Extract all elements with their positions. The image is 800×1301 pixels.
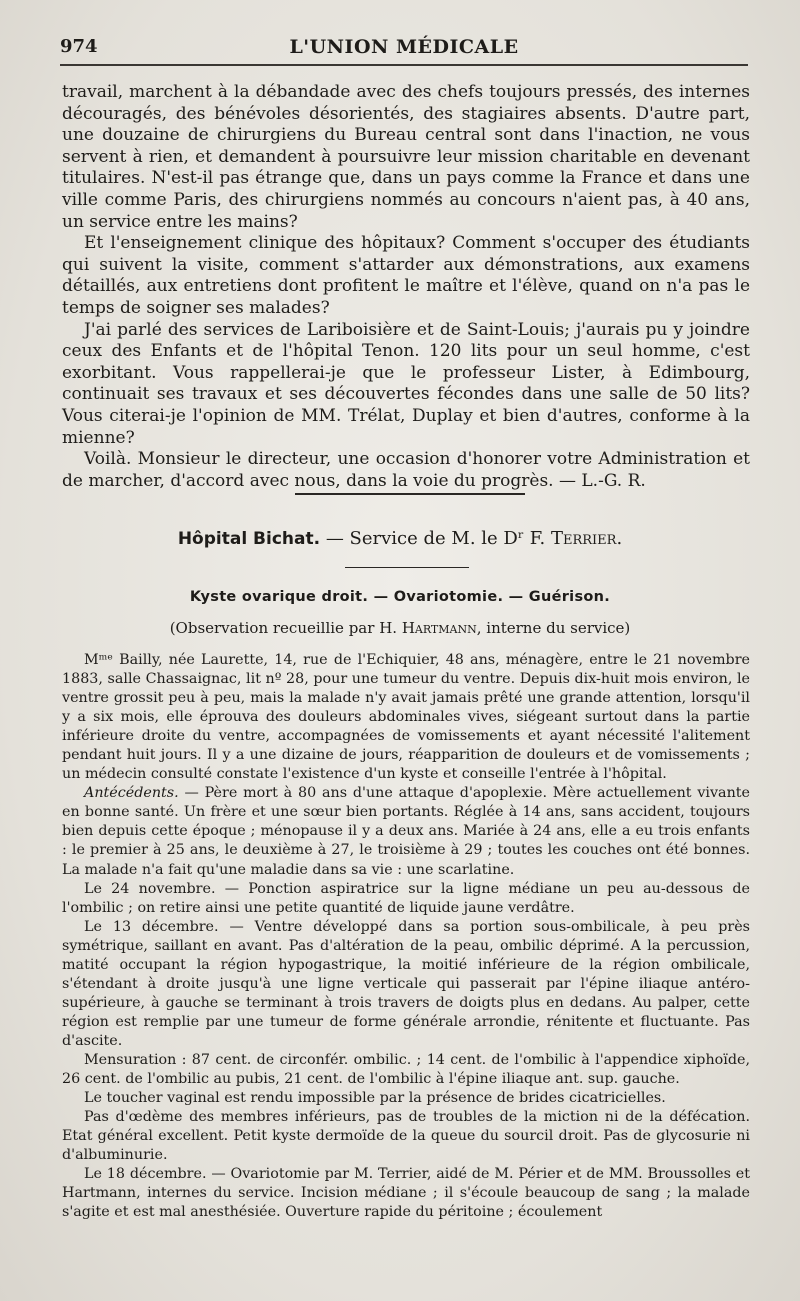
paragraph: Le 13 décembre. — Ventre développé dans sa portion sous-ombilicale, à peu près symétrique, saillant en avant. Pas d'altération de la peau, ombilic déprimé. A la percussion, matité occupant la région hypogastrique, la moitié inférieure de la région ombilicale, s'étendant à droite jusqu'à une ligne verticale qui passerait par l'épine iliaque antéro-supérieure, à gauche se terminant à trois travers de doigts plus en dedans. Au palper, cette région est remplie par une tumeur de forme générale arrondie, rénitente et fluctuante. Pas d'ascite. <box>62 918 750 1049</box>
paragraph: J'ai parlé des services de Lariboisière et de Saint-Louis; j'aurais pu y joindre ceux des Enfants et de l'hôpital Tenon. 120 lits pour un seul homme, c'est exorbitant. Vous rappellerai-je que le professeur Lister, à Edimbourg, continuait ses travaux et ses découvertes fécondes dans une salle de 50 lits? Vous citerai-je l'opinion de MM. Trélat, Duplay et bien d'autres, conforme à la mienne? <box>62 319 750 448</box>
paragraph-signature: Voilà. Monsieur le directeur, une occasion d'honorer votre Administration et de marcher, d'accord avec nous, dans la voie du progrès. — L.-G. R. <box>62 449 750 491</box>
page-number: 974 <box>60 36 98 57</box>
paragraph: Le 24 novembre. — Ponction aspiratrice sur la ligne médiane un peu au-dessous de l'ombilic ; on retire ainsi une petite quantité de liquide jaune verdâtre. <box>62 880 750 916</box>
paragraph: Le 18 décembre. — Ovariotomie par M. Terrier, aidé de M. Périer et de MM. Broussolles et Hartmann, internes du service. Incision médiane ; il s'écoule beaucoup de sang ; la malade s'agite et est mal anesthésiée. Ouverture rapide du péritoine ; écoulement <box>62 1166 750 1221</box>
antecedents-label: Antécédents. <box>84 785 179 802</box>
section-heading <box>0 528 800 549</box>
hospital-name: Hôpital Bichat. <box>177 529 321 549</box>
patient-title: Mᵐᵉ <box>84 652 113 668</box>
credit-prefix: (Observation recueillie par H. <box>169 619 402 637</box>
paragraph-text: — Père mort à 80 ans d'une attaque d'apoplexie. Mère actuellement vivante en bonne santé. Un frère et une sœur bien portants. Réglée à 14 ans, sans accident, toujours bien depuis cette époque ; ménopause il y a deux ans. Mariée à 24 ans, elle a eu trois enfants : le premier à 25 ans, le deuxième à 27, le troisième à 29 ; toutes les couches ont été bonnes. La malade n'a fait qu'une maladie dans sa vie : une scarlatine. <box>62 785 750 878</box>
paragraph <box>62 784 750 879</box>
paragraph: Le toucher vaginal est rendu impossible par la présence de brides cicatricielles. <box>84 1090 666 1107</box>
letter-conclusion <box>62 82 750 492</box>
observation-credit <box>0 619 800 637</box>
credit-author: Hartmann <box>401 619 477 637</box>
service-text: — Service de M. le Dʳ F. <box>320 528 551 549</box>
paragraph <box>62 651 750 784</box>
section-divider <box>295 493 525 495</box>
journal-title: L'UNION MÉDICALE <box>289 36 519 58</box>
paragraph: Et l'enseignement clinique des hôpitaux? Comment s'occuper des étudiants qui suivent la visite, comment s'attarder aux démonstrations, aux examens détaillés, aux entretiens dont profitent le maître et l'élève, quand on n'a pas le temps de soigner ses malades? <box>62 233 750 318</box>
surgeon-name: Terrier. <box>550 528 623 549</box>
case-observation <box>62 651 750 1222</box>
paragraph: Mensuration : 87 cent. de circonfér. ombilic. ; 14 cent. de l'ombilic à l'appendice xiphoïde, 26 cent. de l'ombilic au pubis, 21 cent. de l'ombilic à l'épine iliaque ant. sup. gauche. <box>62 1051 750 1088</box>
credit-suffix: , interne du service) <box>476 619 631 637</box>
heading-underline <box>345 567 469 568</box>
paragraph: Pas d'œdème des membres inférieurs, pas de troubles de la miction ni de la défécation. Etat général excellent. Petit kyste dermoïde de la queue du sourcil droit. Pas de glycosurie ni d'albuminurie. <box>62 1109 750 1164</box>
running-header <box>60 30 748 66</box>
paragraph-text: Bailly, née Laurette, 14, rue de l'Echiquier, 48 ans, ménagère, entre le 21 novembre 1883, salle Chassaignac, lit nº 28, pour une tumeur du ventre. Depuis dix-huit mois environ, le ventre grossit peu à peu, mais la malade n'y avait jamais prêté une grande attention, lorsqu'il y a six mois, elle éprouva des douleurs abdominales vives, siégeant surtout dans la partie inférieure droite du ventre, accompagnées de vomissements et ayant nécessité l'alitement pendant huit jours. Il y a une dizaine de jours, réapparition de douleurs et de vomissements ; un médecin consulté constate l'existence d'un kyste et conseille l'entrée à l'hôpital. <box>62 652 750 783</box>
case-title: Kyste ovarique droit. — Ovariotomie. — Guérison. <box>189 589 611 605</box>
paragraph: travail, marchent à la débandade avec des chefs toujours pressés, des internes découragés, des bénévoles désorientés, des stagiaires absents. D'autre part, une douzaine de chirurgiens du Bureau central sont dans l'inaction, ne vous servent à rien, et demandent à poursuivre leur mission charitable en devenant titulaires. N'est-il pas étrange que, dans un pays comme la France et dans une ville comme Paris, des chirurgiens nommés au concours n'aient pas, à 40 ans, un service entre les mains? <box>62 82 750 232</box>
